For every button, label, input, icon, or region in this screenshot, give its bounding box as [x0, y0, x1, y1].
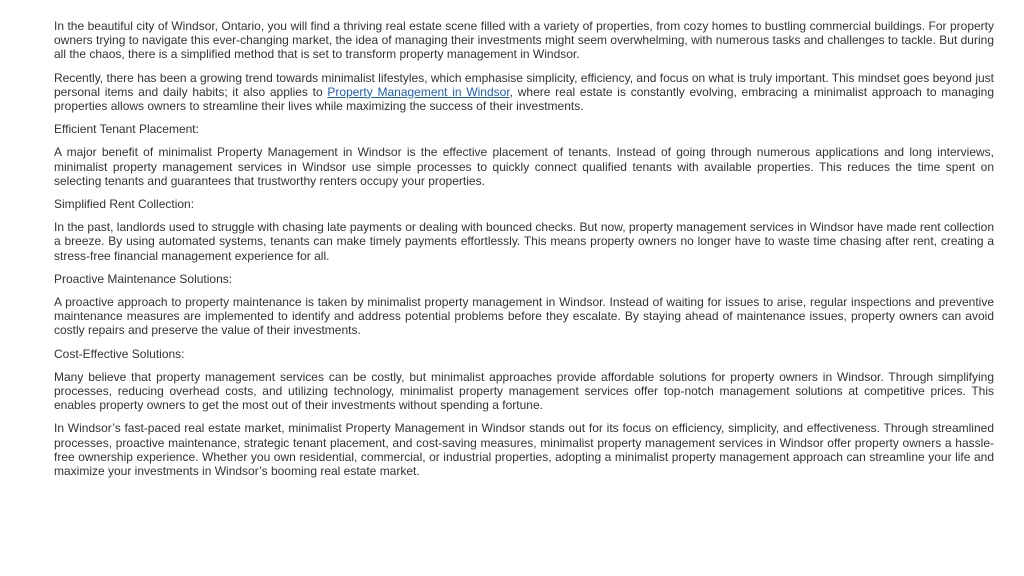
- trend-paragraph: [54, 71, 994, 114]
- intro-paragraph: In the beautiful city of Windsor, Ontario, you will find a thriving real estate scene filled with a variety of properties, from cozy homes to bustling commercial buildings. For property owners trying to navigate this ever-changing market, the idea of managing their investments might seem overwhelming, with numerous tasks and challenges to tackle. But during all the chaos, there is a simplified method that is set to transform property management in Windsor.: [54, 19, 994, 62]
- cost-effective-heading: Cost-Effective Solutions:: [54, 346, 185, 361]
- trend-text-after: , where real estate is constantly evolving, embracing a minimalist approach to managing properties allows owners to streamline their lives while maximizing the success of their investments.: [54, 84, 995, 114]
- cost-effective-paragraph: Many believe that property management services can be costly, but minimalist approaches provide affordable solutions for property owners in Windsor. Through simplifying processes, reducing overhead costs, and utilizing technology, minimalist property management services offer top-notch management solutions at competitive prices. This enables property owners to get the most out of their investments without spending a fortune.: [54, 369, 994, 413]
- trend-text-before: Recently, there has been a growing trend towards minimalist lifestyles, which emphasise simplicity, efficiency, and focus on what is truly important. This mindset goes beyond just personal items and daily habits; it also applies to: [54, 70, 994, 99]
- conclusion-paragraph: In Windsor’s fast-paced real estate market, minimalist Property Management in Windsor stands out for its focus on efficiency, simplicity, and effectiveness. Through streamlined processes, proactive maintenance, strategic tenant placement, and cost-saving measures, minimalist property management services in Windsor offer property owners a hassle-free ownership experience. Whether you own residential, commercial, or industrial properties, adopting a minimalist property management approach can streamline your life and maximize your investments in Windsor’s booming real estate market.: [54, 421, 994, 479]
- property-management-link[interactable]: Property Management in Windsor: [327, 84, 510, 99]
- tenant-placement-paragraph: A major benefit of minimalist Property Management in Windsor is the effective placement of tenants. Instead of going through numerous applications and long interviews, minimalist property management services in Windsor use simple processes to quickly connect qualified tenants with available properties. This reduces the time spent on selecting tenants and guarantees that trustworthy renters occupy your properties.: [54, 145, 994, 188]
- maintenance-heading: Proactive Maintenance Solutions:: [54, 271, 233, 286]
- rent-collection-heading: Simplified Rent Collection:: [54, 197, 195, 212]
- document-body: [54, 19, 994, 487]
- maintenance-paragraph: A proactive approach to property maintenance is taken by minimalist property management in Windsor. Instead of waiting for issues to arise, regular inspections and preventive maintenance measures are implemented to identify and address potential problems before they escalate. By staying ahead of maintenance issues, property owners can avoid costly repairs and preserve the value of their investments.: [54, 295, 994, 338]
- tenant-placement-heading: Efficient Tenant Placement:: [54, 122, 199, 137]
- rent-collection-paragraph: In the past, landlords used to struggle with chasing late payments or dealing with bounced checks. But now, property management services in Windsor have made rent collection a breeze. By using automated systems, tenants can make timely payments effortlessly. This means property owners no longer have to waste time chasing after rent, creating a stress-free financial management experience for all.: [54, 220, 994, 263]
